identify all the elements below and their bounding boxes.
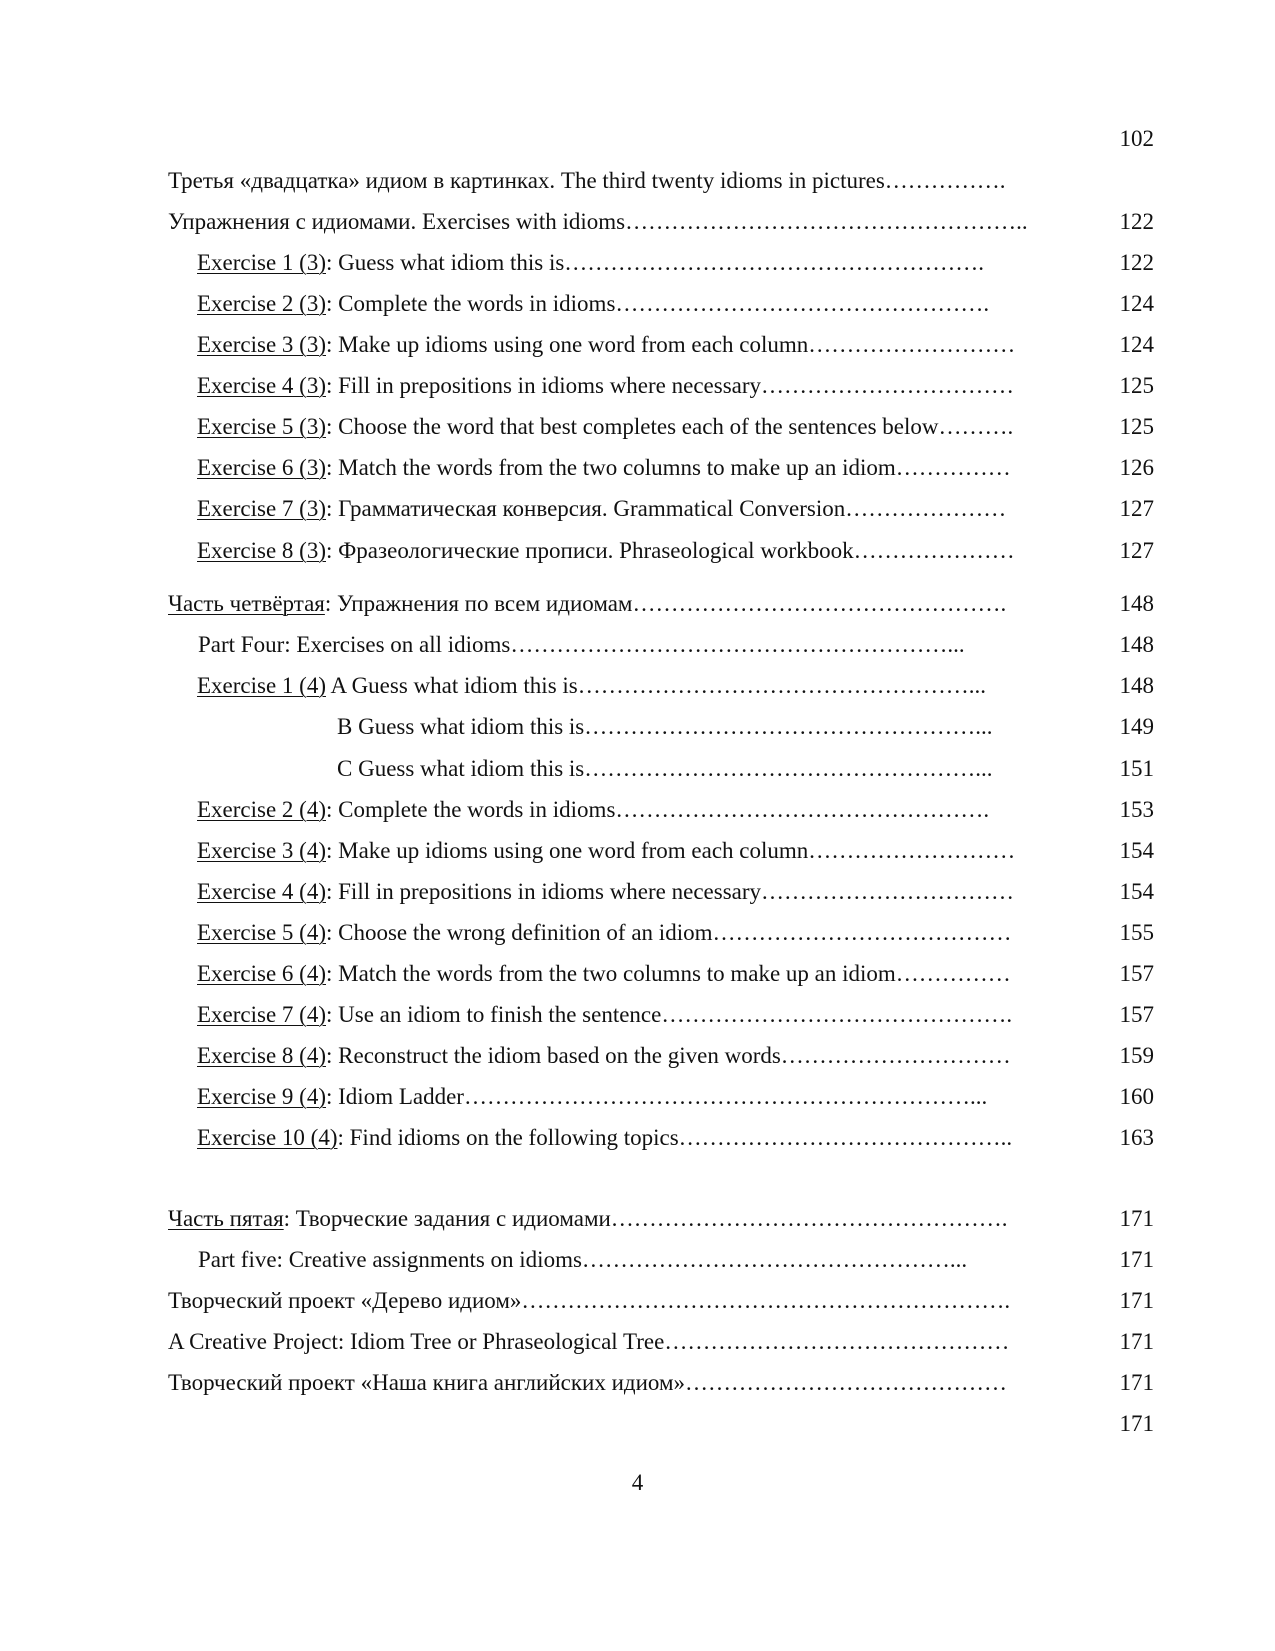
toc-entry[interactable] — [197, 454, 1011, 482]
toc-page-number: 171 — [1119, 1288, 1154, 1313]
toc-entry[interactable] — [197, 1001, 1012, 1029]
toc-entry[interactable] — [197, 413, 1013, 441]
top-page-ref: 102 — [1119, 126, 1154, 151]
toc-entry-label[interactable]: Exercise 6 (3) — [197, 455, 326, 480]
toc-entry-text: : Complete the words in idioms…………………………………………. — [326, 291, 990, 316]
toc-page-number: 171 — [1119, 1206, 1154, 1231]
toc-entry[interactable] — [197, 537, 1015, 565]
toc-entry-text: Творческий проект «Дерево идиом»………………………………………………………. — [168, 1288, 1011, 1313]
toc-entry-label[interactable]: Exercise 2 (3) — [197, 291, 326, 316]
toc-entry-label[interactable]: Exercise 7 (3) — [197, 496, 326, 521]
toc-page-number: 148 — [1119, 673, 1154, 698]
toc-entry-label[interactable]: Exercise 6 (4) — [197, 961, 326, 986]
toc-page-number: 153 — [1119, 797, 1154, 822]
toc-page-number: 124 — [1119, 291, 1154, 316]
toc-page-number: 171 — [1119, 1247, 1154, 1272]
toc-entry[interactable] — [168, 1369, 1007, 1397]
toc-entry-text: : Complete the words in idioms…………………………………………. — [326, 797, 990, 822]
toc-entry[interactable] — [197, 919, 1011, 947]
toc-entry-label[interactable]: Exercise 1 (4) — [197, 673, 326, 698]
toc-entry-text: C Guess what idiom this is……………………………………………... — [337, 756, 993, 781]
toc-page-number: 157 — [1119, 961, 1154, 986]
toc-entry-text: : Упражнения по всем идиомам…………………………………………. — [324, 591, 1007, 616]
toc-page-number: 171 — [1119, 1411, 1154, 1436]
toc-page-number: 157 — [1119, 1002, 1154, 1027]
toc-entry-text: A Guess what idiom this is……………………………………………... — [326, 673, 986, 698]
toc-entry-text: : Творческие задания с идиомами……………………………………………. — [283, 1206, 1008, 1231]
toc-entry[interactable] — [168, 208, 1028, 236]
toc-entry-text: Упражнения с идиомами. Exercises with idioms…………………………………………….. — [168, 209, 1028, 234]
page-number: 4 — [631, 1470, 644, 1495]
toc-entry[interactable] — [197, 290, 989, 318]
toc-entry[interactable] — [198, 631, 965, 659]
toc-entry[interactable] — [197, 960, 1011, 988]
toc-entry[interactable] — [168, 1287, 1010, 1315]
toc-entry-label[interactable]: Exercise 8 (4) — [197, 1043, 326, 1068]
toc-page-number: 124 — [1119, 332, 1154, 357]
toc-page-number: 163 — [1119, 1125, 1154, 1150]
toc-entry-label[interactable]: Exercise 4 (4) — [197, 879, 326, 904]
toc-entry[interactable] — [197, 249, 984, 277]
toc-page-number: 154 — [1119, 879, 1154, 904]
toc-page-number: 127 — [1119, 538, 1154, 563]
toc-entry-text: Part Four: Exercises on all idioms…………………………………………………... — [198, 632, 965, 657]
toc-entry[interactable] — [197, 878, 1014, 906]
toc-entry-text: : Match the words from the two columns to make up an idiom…………… — [326, 455, 1011, 480]
toc-page-number: 148 — [1119, 591, 1154, 616]
toc-page-number: 125 — [1119, 373, 1154, 398]
toc-entry-text: : Find idioms on the following topics…………………………………….. — [337, 1125, 1013, 1150]
toc-entry[interactable] — [197, 1124, 1012, 1152]
toc-entry-label[interactable]: Exercise 3 (3) — [197, 332, 326, 357]
toc-entry-label[interactable]: Exercise 5 (3) — [197, 414, 326, 439]
toc-entry-text: Творческий проект «Наша книга английских идиом»…………………………………… — [168, 1370, 1008, 1395]
toc-entry[interactable] — [197, 372, 1014, 400]
toc-section-label[interactable]: Часть четвёртая — [168, 591, 325, 616]
toc-entry-label[interactable]: Exercise 7 (4) — [197, 1002, 326, 1027]
toc-entry[interactable] — [168, 1328, 1009, 1356]
toc-page-number: 171 — [1119, 1329, 1154, 1354]
toc-entry-text: : Фразеологические прописи. Phraseological workbook………………… — [326, 538, 1015, 563]
toc-entry-text: : Грамматическая конверсия. Grammatical Conversion………………… — [326, 496, 1007, 521]
toc-page-number: 159 — [1119, 1043, 1154, 1068]
toc-page-number: 126 — [1119, 455, 1154, 480]
toc-entry[interactable] — [198, 1246, 967, 1274]
toc-entry-text: : Reconstruct the idiom based on the given words………………………… — [326, 1043, 1011, 1068]
toc-entry-text: : Choose the word that best completes each of the sentences below………. — [326, 414, 1014, 439]
toc-entry-label[interactable]: Exercise 3 (4) — [197, 838, 326, 863]
toc-page-number: 151 — [1119, 756, 1154, 781]
toc-entry[interactable] — [197, 796, 989, 824]
toc-page-number: 160 — [1119, 1084, 1154, 1109]
toc-entry-text: : Make up idioms using one word from each column……………………… — [326, 838, 1016, 863]
toc-entry-text: : Guess what idiom this is………………………………………………. — [326, 250, 985, 275]
toc-entry[interactable] — [337, 755, 993, 783]
toc-entry-label[interactable]: Exercise 9 (4) — [197, 1084, 326, 1109]
toc-page-number: 127 — [1119, 496, 1154, 521]
toc-entry-text: B Guess what idiom this is……………………………………………... — [337, 714, 993, 739]
toc-entry-text: Третья «двадцатка» идиом в картинках. The third twenty idioms in pictures……………. — [168, 168, 1006, 193]
toc-entry-text: : Use an idiom to finish the sentence………………………………………. — [326, 1002, 1013, 1027]
toc-page-number: 122 — [1119, 250, 1154, 275]
toc-entry-label[interactable]: Exercise 10 (4) — [197, 1125, 338, 1150]
toc-page-number: 171 — [1119, 1370, 1154, 1395]
toc-entry-text: Part five: Creative assignments on idioms…………………………………………... — [198, 1247, 968, 1272]
toc-entry-text: : Make up idioms using one word from each column……………………… — [326, 332, 1016, 357]
toc-entry-text: : Idiom Ladder…………………………………………………………... — [326, 1084, 988, 1109]
toc-entry-label[interactable]: Exercise 8 (3) — [197, 538, 326, 563]
toc-entry[interactable] — [197, 495, 1006, 523]
toc-entry[interactable] — [197, 837, 1015, 865]
toc-entry[interactable] — [168, 167, 1006, 195]
toc-entry-label[interactable]: Exercise 5 (4) — [197, 920, 326, 945]
toc-entry-text: A Creative Project: Idiom Tree or Phraseological Tree……………………………………… — [168, 1329, 1010, 1354]
toc-section[interactable] — [168, 590, 1006, 618]
toc-entry-label[interactable]: Exercise 4 (3) — [197, 373, 326, 398]
toc-entry-text: : Choose the wrong definition of an idiom………………………………… — [326, 920, 1012, 945]
toc-page-number: 154 — [1119, 838, 1154, 863]
toc-page-number: 122 — [1119, 209, 1154, 234]
toc-entry[interactable] — [197, 331, 1015, 359]
toc-entry-text: : Fill in prepositions in idioms where necessary…………………………… — [326, 373, 1015, 398]
toc-page-number: 148 — [1119, 632, 1154, 657]
toc-entry-label[interactable]: Exercise 2 (4) — [197, 797, 326, 822]
toc-entry[interactable] — [197, 1042, 1011, 1070]
toc-entry[interactable] — [337, 713, 993, 741]
toc-page-number: 149 — [1119, 714, 1154, 739]
toc-section[interactable] — [168, 1205, 1008, 1233]
toc-entry[interactable] — [197, 672, 986, 700]
toc-entry[interactable] — [197, 1083, 987, 1111]
toc-section-label[interactable]: Часть пятая — [168, 1206, 284, 1231]
toc-page-number: 125 — [1119, 414, 1154, 439]
toc-entry-label[interactable]: Exercise 1 (3) — [197, 250, 326, 275]
toc-entry-text: : Fill in prepositions in idioms where necessary…………………………… — [326, 879, 1015, 904]
toc-page-number: 155 — [1119, 920, 1154, 945]
toc-entry-text: : Match the words from the two columns to make up an idiom…………… — [326, 961, 1011, 986]
